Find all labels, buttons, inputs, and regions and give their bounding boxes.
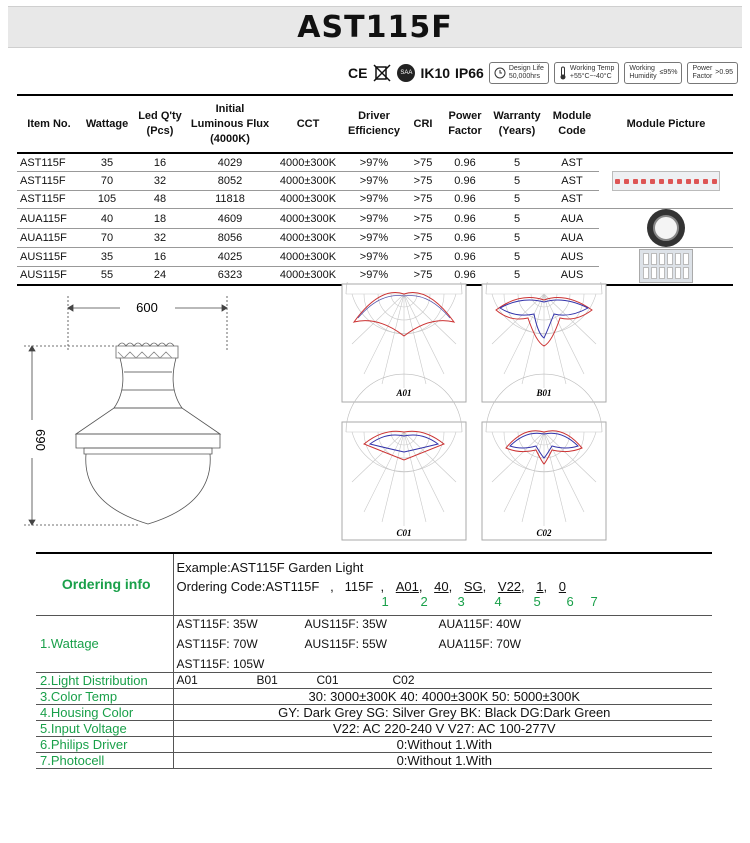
color-temp-options: 30: 3000±300K 40: 4000±300K 50: 5000±300K [173, 688, 712, 704]
input-voltage-options: V22: AC 220-240 V V27: AC 100-277V [173, 720, 712, 736]
header-item-no: Item No. [17, 95, 81, 153]
ordering-info-content [173, 553, 712, 615]
light-distribution-label: 2.Light Distribution [36, 672, 173, 688]
square-module-image [639, 249, 693, 283]
table-row: AST115F 35 16 4029 4000±300K >97% >75 0.96 5 AST [17, 153, 733, 172]
table-row: AST115F 70 32 8052 4000±300K >97% >75 0.96 5 AST [17, 172, 733, 191]
ordering-example: Example:AST115F Garden Light [176, 560, 364, 576]
humidity-badge: Working Humidity ≤95% [624, 62, 682, 84]
housing-color-options: GY: Dark Grey SG: Silver Grey BK: Black DG:Dark Green [173, 704, 712, 720]
chart-label-c02: C02 [536, 528, 552, 538]
philips-driver-options: 0:Without 1.With [173, 736, 712, 752]
chart-label-c01: C01 [396, 528, 412, 538]
wattage-options: AST115F: 35W AUS115F: 35W AUA115F: 40W AST115F: 70W AUS115F: 55W AUA115F: 70W AST115F: 105W [173, 615, 712, 672]
ik-rating: IK10 [420, 65, 451, 81]
color-temp-label: 3.Color Temp [36, 688, 173, 704]
table-row: AUS115F 35 16 4025 4000±300K >97% >75 0.96 5 AUS [17, 248, 733, 267]
ordering-info-row [36, 553, 712, 615]
photocell-label: 7.Photocell [36, 752, 173, 768]
philips-driver-row [36, 736, 712, 752]
header-power-factor: Power Factor [441, 95, 489, 153]
saa-icon: SAA [397, 64, 415, 82]
round-module-image [647, 209, 685, 247]
chart-label-a01: A01 [396, 388, 412, 398]
ordering-info-label: Ordering info [36, 553, 173, 615]
width-dimension-label: 600 [136, 300, 158, 315]
thermometer-icon [559, 66, 567, 80]
module-picture-aua [599, 209, 733, 248]
light-distribution-row [36, 672, 712, 688]
table-row: AUA115F 70 32 8056 4000±300K >97% >75 0.96 5 AUA [17, 228, 733, 248]
ip-rating: IP66 [455, 65, 484, 81]
polar-distribution-charts [340, 282, 608, 546]
dimension-drawing [20, 290, 320, 530]
color-temp-row [36, 688, 712, 704]
input-voltage-label: 5.Input Voltage [36, 720, 173, 736]
spec-header-row [17, 95, 733, 153]
header-module-picture: Module Picture [599, 95, 733, 153]
photocell-row [36, 752, 712, 768]
ce-mark: CE [347, 65, 368, 81]
polar-chart-a01 [342, 282, 466, 402]
design-life-badge: Design Life 50,000hrs [489, 62, 549, 84]
header-module-code: Module Code [545, 95, 599, 153]
light-distribution-options: A01 B01 C01 C02 [173, 672, 712, 688]
header-led-qty: Led Q'ty (Pcs) [133, 95, 187, 153]
product-title: AST115F [297, 9, 453, 45]
philips-driver-label: 6.Philips Driver [36, 736, 173, 752]
height-dimension-label: 690 [33, 429, 48, 451]
header-warranty: Warranty (Years) [489, 95, 545, 153]
wattage-label: 1.Wattage [36, 615, 173, 672]
title-bar [8, 6, 742, 48]
input-voltage-row [36, 720, 712, 736]
spec-table [17, 94, 733, 286]
header-driver-efficiency: Driver Efficiency [343, 95, 405, 153]
power-factor-badge: Power Factor >0.95 [687, 62, 738, 84]
ordering-code-numbers: 1 2 3 4 5 6 7 [381, 594, 598, 610]
linear-module-image [612, 171, 720, 191]
module-picture-aus [599, 248, 733, 285]
table-row: AST115F 105 48 11818 4000±300K >97% >75 0.96 5 AST [17, 190, 733, 209]
table-row: AUA115F 40 18 4609 4000±300K >97% >75 0.96 5 AUA [17, 209, 733, 229]
header-luminous-flux: Initial Luminous Flux (4000K) [187, 95, 273, 153]
photocell-options: 0:Without 1.With [173, 752, 712, 768]
clock-icon [494, 67, 506, 79]
wattage-row [36, 615, 712, 672]
chart-label-b01: B01 [536, 388, 552, 398]
polar-chart-b01 [482, 282, 606, 402]
header-cct: CCT [273, 95, 343, 153]
weee-icon [372, 64, 392, 82]
working-temp-badge: Working Temp +55°C~-40°C [554, 62, 619, 84]
table-row: AUS115F 55 24 6323 4000±300K >97% >75 0.96 5 AUS [17, 266, 733, 285]
header-wattage: Wattage [81, 95, 133, 153]
certification-row [348, 60, 738, 86]
ordering-table [36, 552, 712, 769]
ordering-code: Ordering Code:AST115F , 115F , A01, 40, SG, V22, 1, 0 [176, 579, 567, 595]
housing-color-label: 4.Housing Color [36, 704, 173, 720]
header-cri: CRI [405, 95, 441, 153]
module-picture-ast [599, 153, 733, 209]
housing-color-row [36, 704, 712, 720]
